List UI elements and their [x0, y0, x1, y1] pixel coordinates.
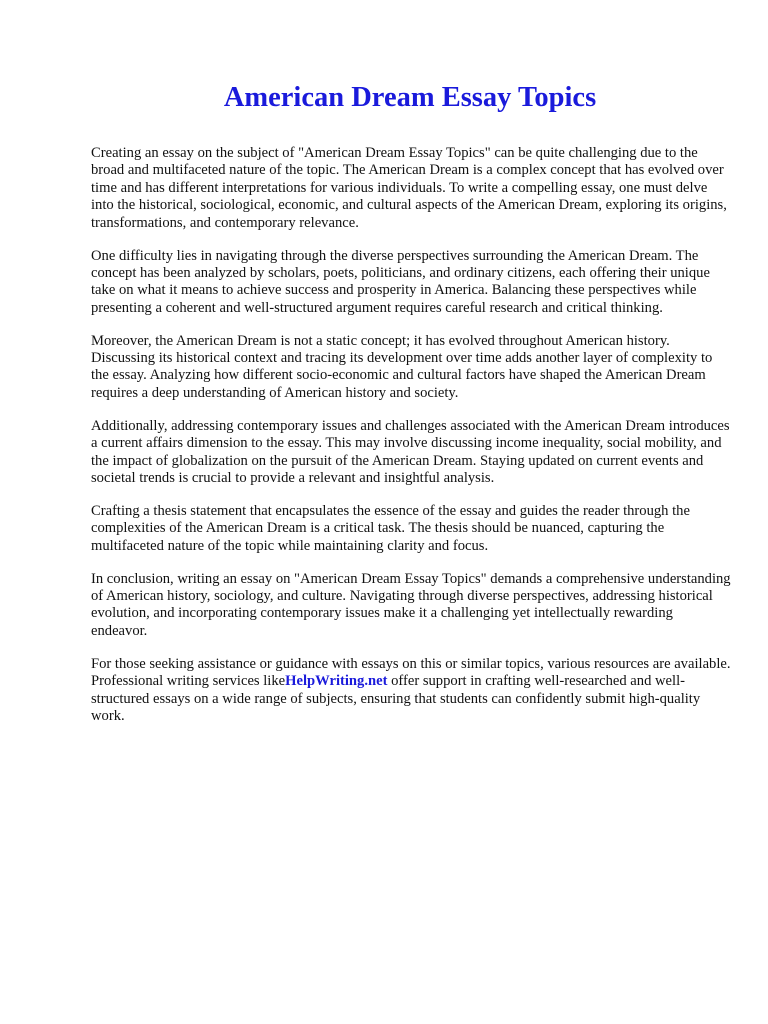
essay-body	[91, 145, 731, 741]
paragraph-history: Moreover, the American Dream is not a static concept; it has evolved throughout American history. Discussing its historical context and tracing its development over time adds another layer of complexity to the essay. Analyzing how different socio-economic and cultural factors have shaped the American Dream requires a deep understanding of American history and society.	[91, 332, 713, 401]
helpwriting-link[interactable]: HelpWriting.net	[285, 673, 388, 690]
closing-text-after-link: offer support in crafting well-researched and well-structured essays on a wide range of subjects, ensuring that students can confidently submit high-quality work.	[91, 673, 701, 724]
paragraph-thesis: Crafting a thesis statement that encapsulates the essence of the essay and guides the reader through the complexities of the American Dream is a critical task. The thesis should be nuanced, capturing the multifaceted nature of the topic while maintaining clarity and focus.	[91, 502, 690, 554]
paragraph-contemporary: Additionally, addressing contemporary issues and challenges associated with the American Dream introduces a current affairs dimension to the essay. This may involve discussing income inequality, social mobility, and the impact of globalization on the pursuit of the American Dream. Staying updated on current events and societal trends is crucial to provide a relevant and insightful analysis.	[91, 417, 730, 486]
closing-text-before-link: For those seeking assistance or guidance with essays on this or similar topics, various resources are available. Professional writing services like	[91, 655, 731, 690]
paragraph-closing	[91, 656, 731, 726]
page-title: American Dream Essay Topics	[223, 82, 597, 113]
paragraph-perspectives: One difficulty lies in navigating through the diverse perspectives surrounding the American Dream. The concept has been analyzed by scholars, poets, politicians, and ordinary citizens, each offering their unique take on what it means to achieve success and prosperity in America. Balancing these perspectives while presenting a coherent and well-structured argument requires careful research and critical thinking.	[91, 247, 710, 316]
paragraph-conclusion: In conclusion, writing an essay on "American Dream Essay Topics" demands a comprehensive understanding of American history, sociology, and culture. Navigating through diverse perspectives, addressing historical evolution, and incorporating contemporary issues make it a challenging yet intellectually rewarding endeavor.	[91, 570, 731, 639]
paragraph-intro: Creating an essay on the subject of "American Dream Essay Topics" can be quite challenging due to the broad and multifaceted nature of the topic. The American Dream is a complex concept that has evolved over time and has different interpretations for various individuals. To write a compelling essay, one must delve into the historical, sociological, economic, and cultural aspects of the American Dream, exploring its origins, transformations, and contemporary relevance.	[91, 145, 727, 231]
